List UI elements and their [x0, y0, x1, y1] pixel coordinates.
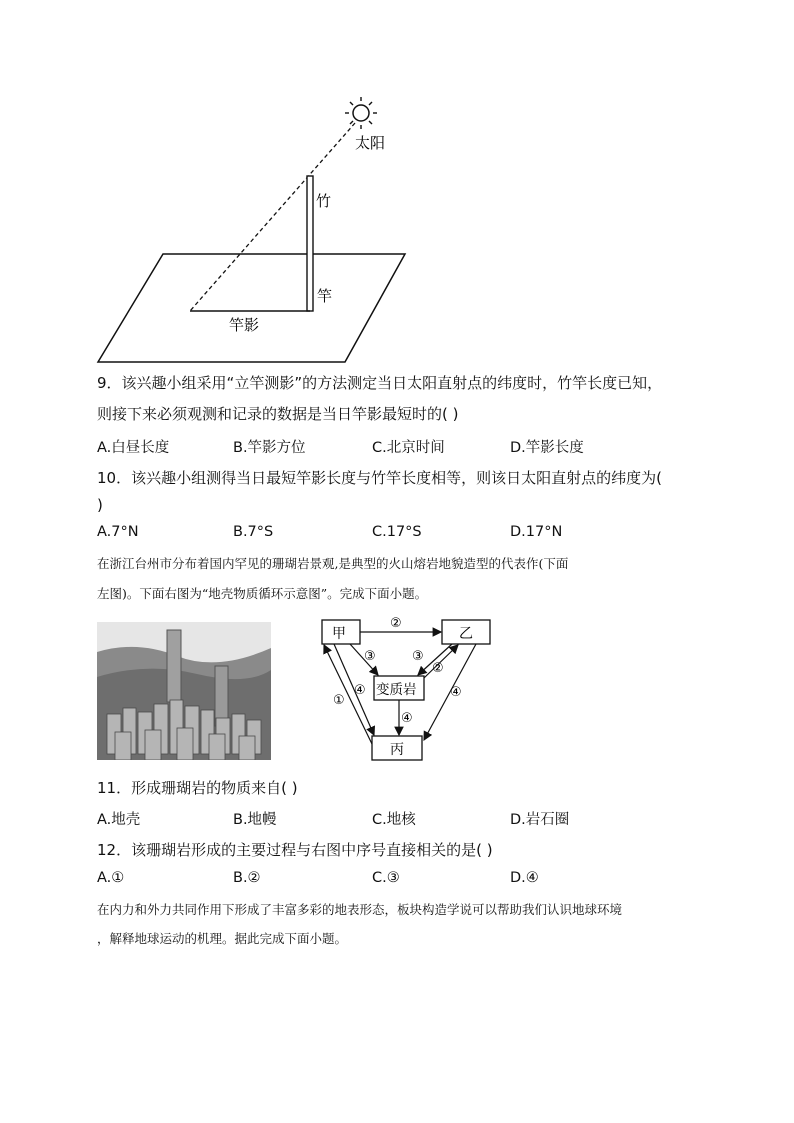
intro1-line1: 在浙江台州市分布着国内罕见的珊瑚岩景观,是典型的火山熔岩地貌造型的代表作(下面 [97, 556, 569, 571]
intro2-line1: 在内力和外力共同作用下形成了丰富多彩的地表形态，板块构造学说可以帮助我们认识地球环境 [97, 902, 623, 917]
q12-option-a[interactable]: A.① [97, 870, 125, 886]
q9-option-c[interactable]: C.北京时间 [372, 440, 445, 456]
label-2-right: ② [432, 661, 444, 676]
q9-option-a[interactable]: A.白昼长度 [97, 440, 170, 456]
pole-label-top: 竹 [316, 192, 332, 210]
box-jia-label: 甲 [332, 626, 346, 642]
bamboo-pole [307, 176, 313, 311]
q11-option-b[interactable]: B.地幔 [233, 812, 277, 828]
q12-option-c[interactable]: C.③ [372, 870, 400, 886]
q9-option-b[interactable]: B.竿影方位 [233, 440, 306, 456]
q11-option-a[interactable]: A.地壳 [97, 812, 141, 828]
label-4-right: ④ [450, 685, 462, 700]
q10-option-d[interactable]: D.17°N [510, 524, 563, 540]
q10-option-b[interactable]: B.7°S [233, 524, 274, 540]
coral-rock-photo [97, 622, 271, 760]
q11-option-d[interactable]: D.岩石圈 [510, 812, 570, 828]
intro2-line2: ，解释地球运动的机理。据此完成下面小题。 [97, 931, 348, 946]
box-yi-label: 乙 [459, 626, 473, 642]
shadow-label: 竿影 [229, 316, 260, 334]
label-3-right: ③ [412, 649, 424, 664]
sun-ray [190, 123, 355, 311]
q10-line1: 10．该兴趣小组测得当日最短竿影长度与竹竿长度相等，则该日太阳直射点的纬度为( [97, 469, 662, 487]
q11-line1: 11．形成珊瑚岩的物质来自( ) [97, 779, 298, 797]
intro1-line2: 左图)。下面右图为“地壳物质循环示意图”。完成下面小题。 [97, 586, 428, 601]
label-4-left: ④ [354, 683, 366, 698]
sun-icon [345, 97, 377, 129]
q9-option-d[interactable]: D.竿影长度 [510, 440, 584, 456]
q9-line2: 则接下来必须观测和记录的数据是当日竿影最短时的( ) [97, 405, 459, 423]
q12-option-b[interactable]: B.② [233, 870, 261, 886]
q10-line2: ) [97, 496, 103, 514]
q10-option-a[interactable]: A.7°N [97, 524, 139, 540]
pole-shadow-diagram [0, 0, 794, 370]
label-3-left: ③ [364, 649, 376, 664]
box-bian-label: 变质岩 [376, 682, 417, 698]
label-1: ① [333, 693, 345, 708]
q10-option-c[interactable]: C.17°S [372, 524, 422, 540]
ground-plane [98, 254, 405, 362]
q11-option-c[interactable]: C.地核 [372, 812, 416, 828]
label-4-middle: ④ [401, 711, 413, 726]
q9-line1: 9．该兴趣小组采用“立竿测影”的方法测定当日太阳直射点的纬度时，竹竿长度已知， [97, 374, 663, 392]
label-2-top: ② [390, 616, 402, 631]
box-bing-label: 丙 [390, 742, 404, 758]
q12-option-d[interactable]: D.④ [510, 870, 539, 886]
sun-label: 太阳 [355, 134, 386, 152]
pole-label-bottom: 竿 [317, 287, 333, 305]
rock-cycle-diagram [300, 612, 500, 767]
q12-line1: 12．该珊瑚岩形成的主要过程与右图中序号直接相关的是( ) [97, 841, 493, 859]
